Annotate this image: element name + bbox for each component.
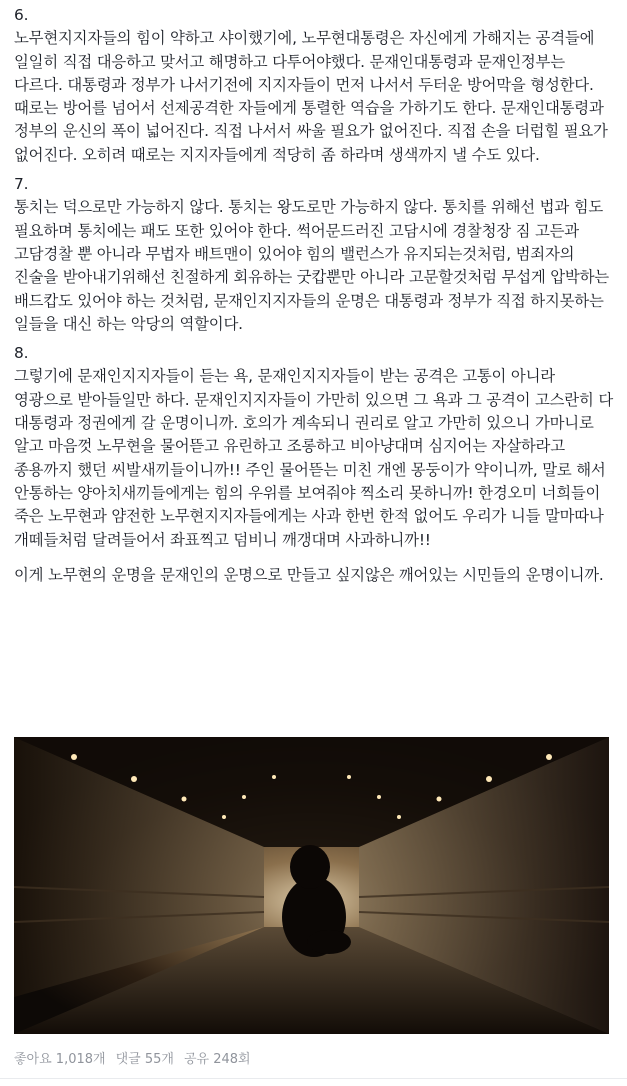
- paragraph-number: 8.: [14, 344, 29, 363]
- paragraph-text: 그렇기에 문재인지지자들이 듣는 욕, 문재인지지자들이 받는 공격은 고통이 아니라 영광으로 받아들일만 하다. 문재인지지자들이 가만히 있으면 그 욕과 그 공격이 고스란히 다 대통령과 정권에게 갈 운명이니까. 호의가 계속되니 권리로 알고 가만히 있으니 가마니로 알고 마음껏 노무현을 물어뜯고 유린하고 조롱하고 비아냥대며 심지어는 자살하라고 종용까지 했던 씨발새끼들이니까!! 주인 물어뜯는 미친 개엔 몽둥이가 약이니까, 말로 해서 안통하는 양아치새끼들에게는 힘의 우위를 보여줘야 찍소리 못하니까! 한경오미 너희들이 죽은 노무현과 얌전한 노무현지지자들에게는 사과 한번 한적 없어도 우리가 니들 말마따나 개떼들처럼 달려들어서 좌표찍고 덤비니 깨갱대며 사과하니까!!: [14, 367, 618, 549]
- paragraph-closing: [14, 564, 614, 587]
- reaction-bar: [14, 1048, 251, 1067]
- post-photo[interactable]: [14, 737, 609, 1034]
- paragraph-text: 노무현지지자들의 힘이 약하고 샤이했기에, 노무현대통령은 자신에게 가해지는 공격들에 일일히 직접 대응하고 맞서고 해명하고 다투어야했다. 문재인대통령과 문재인정부는 다르다. 대통령과 정부가 나서기전에 지지자들이 먼저 나서서 두터운 방어막을 형성한다. 때로는 방어를 넘어서 선제공격한 자들에게 통렬한 역습을 가하기도 한다. 문재인대통령과 정부의 운신의 폭이 넓어진다. 직접 나서서 싸울 필요가 없어진다. 직접 손을 더럽힐 필요가 없어진다. 오히려 때로는 지지자들에게 적당히 좀 하라며 생색까지 낼 수도 있다.: [14, 29, 613, 164]
- post-body: [14, 4, 618, 593]
- divider: [0, 1078, 627, 1079]
- paragraph-7: [14, 173, 614, 336]
- comments-count[interactable]: 댓글 55개: [115, 1052, 174, 1067]
- tunnel-image: [14, 737, 609, 1034]
- paragraph-8: [14, 342, 618, 552]
- paragraph-6: [14, 4, 614, 167]
- paragraph-text: 이게 노무현의 운명을 문재인의 운명으로 만들고 싶지않은 깨어있는 시민들의 운명이니까.: [14, 565, 604, 584]
- paragraph-text: 통치는 덕으로만 가능하지 않다. 통치는 왕도로만 가능하지 않다. 통치를 위해선 법과 힘도 필요하며 통치에는 패도 또한 있어야 한다. 썩어문드러진 고담시에 경찰청장 짐 고든과 고담경찰 뿐 아니라 무법자 배트맨이 있어야 힘의 밸런스가 유지되는것처럼, 범죄자의 진술을 받아내기위해선 친절하게 회유하는 굿캅뿐만 아니라 고문할것처럼 무섭게 압박하는 배드캅도 있어야 하는 것처럼, 문재인지지자들의 운명은 대통령과 정부가 직접 하지못하는 일들을 대신 하는 악당의 역할이다.: [14, 198, 614, 333]
- shares-count[interactable]: 공유 248회: [183, 1052, 251, 1067]
- paragraph-number: 6.: [14, 6, 29, 24]
- likes-count[interactable]: 좋아요 1,018개: [14, 1052, 106, 1067]
- paragraph-number: 7.: [14, 175, 29, 194]
